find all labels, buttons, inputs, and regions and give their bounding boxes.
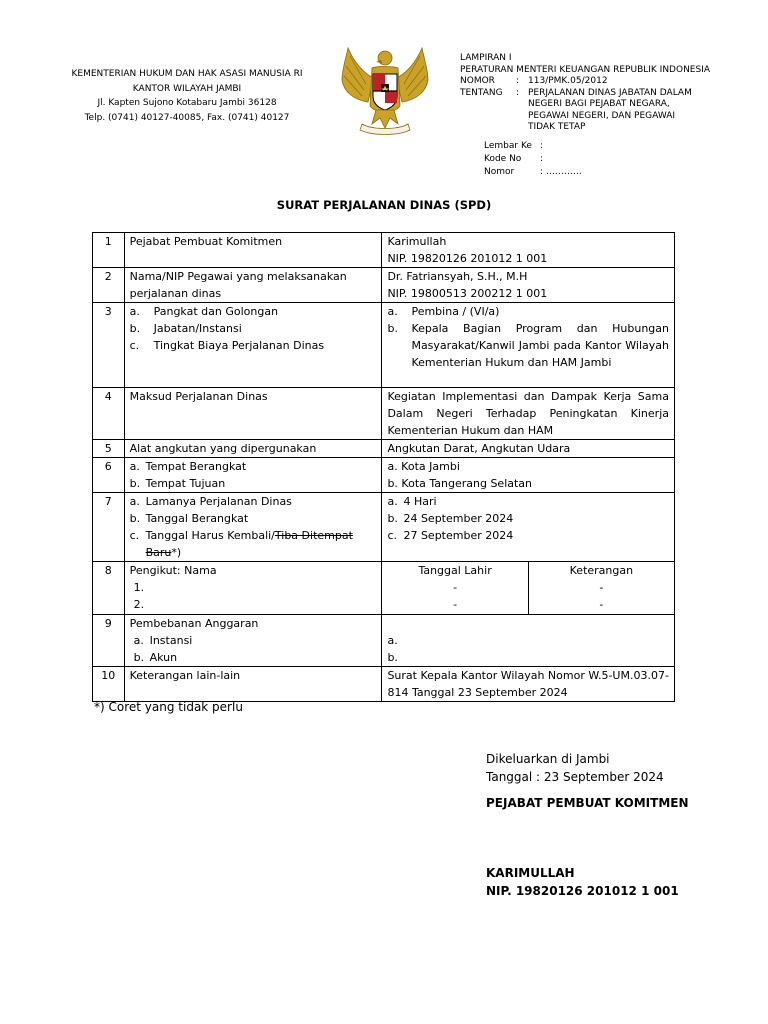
lampiran-nomor-row (460, 76, 710, 88)
item-marker: b. (133, 651, 145, 664)
list-item (130, 527, 377, 561)
follower-1: 1. (133, 581, 145, 594)
followers-subtable (382, 562, 674, 614)
struck-text: Tiba Ditempat (274, 529, 353, 542)
tentang-key: TENTANG (460, 87, 503, 98)
budget-label: Pembebanan Anggaran (129, 617, 259, 630)
signer-nip: NIP. 19820126 201012 1 001 (486, 884, 679, 898)
office-phone: Telp. (0741) 40127-40085, Fax. (0741) 40127 (84, 112, 290, 123)
item-text: Akun (149, 651, 178, 664)
row-value (382, 303, 675, 388)
row-label: Pejabat Pembuat Komitmen (124, 233, 382, 268)
duration-value: 4 Hari (403, 495, 437, 508)
struck-text: Baru (145, 546, 172, 559)
row-label: Alat angkutan yang dipergunakan (124, 440, 382, 458)
birthdate-1: - (453, 581, 458, 594)
return-date-label: Tanggal Harus Kembali/ (145, 529, 275, 542)
row-label (124, 493, 382, 562)
kode-no-colon: : (540, 154, 544, 164)
row-value: Kegiatan Implementasi dan Dampak Kerja Sama Dalam Negeri Terhadap Peningkatan Kinerja Kementerian Hukum dan HAM (382, 388, 675, 440)
row-value (382, 458, 675, 493)
row-label (124, 615, 382, 667)
table-row (93, 233, 675, 268)
list-item (130, 458, 377, 475)
colon: : (516, 87, 520, 98)
row-number: 5 (93, 440, 125, 458)
nomor-key: NOMOR (460, 76, 495, 86)
row-number: 9 (93, 615, 125, 667)
destination-place: b. Kota Tangerang Selatan (387, 477, 533, 490)
birthdate-column (382, 562, 527, 614)
birthdate-header: Tanggal Lahir (418, 564, 492, 577)
birthdate-2: - (453, 598, 458, 611)
list-item (387, 510, 669, 527)
kode-no-label: Kode No (484, 154, 522, 164)
list-item (130, 632, 377, 649)
employee-nip: NIP. 19800513 200212 1 001 (387, 287, 548, 300)
row-value (382, 562, 675, 615)
table-row (93, 440, 675, 458)
item-text: Tempat Tujuan (145, 477, 226, 490)
office-address: Jl. Kapten Sujono Kotabaru Jambi 36128 (97, 98, 277, 108)
item-text: Tempat Berangkat (145, 460, 247, 473)
row-label (124, 562, 382, 615)
item-marker: b. (129, 477, 141, 490)
row-value (382, 268, 675, 303)
lampiran-regulation: PERATURAN MENTERI KEUANGAN REPUBLIK INDONESIA (460, 64, 711, 75)
list-item (130, 337, 377, 354)
remarks-header: Keterangan (569, 564, 634, 577)
item-text: Lamanya Perjalanan Dinas (145, 495, 292, 508)
row-label: Nama/NIP Pegawai yang melaksanakan perjalanan dinas (124, 268, 382, 303)
table-row (93, 458, 675, 493)
ppk-nip: NIP. 19820126 201012 1 001 (387, 252, 548, 265)
item-marker: c. (387, 529, 397, 542)
item-text (146, 527, 377, 561)
row-number: 8 (93, 562, 125, 615)
nomor-value: : ………… (540, 167, 582, 177)
list-item (387, 493, 669, 510)
lembar-ke-label: Lembar Ke (484, 141, 532, 151)
row-number: 6 (93, 458, 125, 493)
colon: : (516, 76, 520, 86)
table-row (93, 303, 675, 388)
table-row (93, 388, 675, 440)
issued-place: Dikeluarkan di Jambi (486, 752, 610, 766)
kode-no-row (484, 153, 582, 166)
item-marker: b. (387, 512, 398, 525)
nomor-label: Nomor (484, 167, 515, 177)
ppk-name: Karimullah (387, 235, 447, 248)
row-label (124, 303, 382, 388)
ministry-name: KEMENTERIAN HUKUM DAN HAK ASASI MANUSIA RI (71, 69, 303, 79)
row-value: Surat Kepala Kantor Wilayah Nomor W.5-UM.03.07-814 Tanggal 23 September 2024 (382, 667, 675, 702)
row-label: Keterangan lain-lain (124, 667, 382, 702)
row-number: 1 (93, 233, 125, 268)
item-marker: a. (129, 460, 140, 473)
lembar-ke-colon: : (540, 141, 544, 151)
item-marker: a. (387, 305, 398, 318)
row-number: 7 (93, 493, 125, 562)
departure-date: 24 September 2024 (403, 512, 514, 525)
followers-label: Pengikut: Nama (129, 564, 217, 577)
row-number: 10 (93, 667, 125, 702)
row-label (124, 458, 382, 493)
list-item (130, 649, 377, 666)
signer-name: KARIMULLAH (486, 866, 575, 880)
lampiran-block (460, 53, 710, 134)
item-marker: c. (129, 529, 140, 542)
item-marker: a. (129, 495, 140, 508)
tentang-value: PERJALANAN DINAS JABATAN DALAM NEGERI BAGI PEJABAT NEGARA, PEGAWAI NEGERI, DAN PEGAWAI TIDAK TETAP (528, 87, 692, 132)
follower-2: 2. (133, 598, 145, 611)
remarks-column (528, 562, 674, 614)
list-item (130, 510, 377, 527)
row-value (382, 233, 675, 268)
nomor-row (484, 166, 582, 179)
remarks-1: - (599, 581, 604, 594)
row-number: 4 (93, 388, 125, 440)
signer-position: PEJABAT PEMBUAT KOMITMEN (486, 796, 689, 810)
row-number: 3 (93, 303, 125, 388)
item-marker: a. (387, 495, 398, 508)
garuda-emblem-icon (336, 44, 434, 138)
item-marker: b. (129, 322, 141, 335)
list-item (387, 303, 669, 320)
akun-value: b. (387, 651, 398, 664)
spacer (387, 615, 669, 632)
item-marker: a. (129, 305, 140, 318)
spd-table (92, 232, 675, 702)
item-marker: b. (387, 322, 398, 335)
lembar-ke-row (484, 140, 582, 153)
list-item (130, 475, 377, 492)
row-value (382, 615, 675, 667)
footnote-mark: *) (171, 546, 182, 559)
list-item (387, 320, 669, 371)
row-value: Angkutan Darat, Angkutan Udara (382, 440, 675, 458)
item-text: Tanggal Berangkat (145, 512, 249, 525)
item-marker: c. (129, 339, 140, 352)
row-number: 2 (93, 268, 125, 303)
row-value (382, 493, 675, 562)
table-row (93, 615, 675, 667)
footnote: *) Coret yang tidak perlu (94, 700, 243, 714)
nomor-value: 113/PMK.05/2012 (528, 76, 608, 86)
remarks-2: - (599, 598, 604, 611)
item-text: Kepala Bagian Program dan Hubungan Masyarakat/Kanwil Jambi pada Kantor Wilayah Kementerian Hukum dan HAM Jambi (411, 322, 669, 369)
list-item (130, 493, 377, 510)
list-item (387, 527, 669, 544)
item-text: Pangkat dan Golongan (153, 305, 279, 318)
employee-name: Dr. Fatriansyah, S.H., M.H (387, 270, 528, 283)
item-marker: a. (133, 634, 144, 647)
item-text: Jabatan/Instansi (153, 322, 242, 335)
office-header (56, 67, 318, 125)
table-row (93, 562, 675, 615)
item-text: Tingkat Biaya Perjalanan Dinas (153, 339, 325, 352)
lampiran-title: LAMPIRAN I (460, 53, 512, 63)
item-marker: b. (129, 512, 141, 525)
item-text: Pembina / (VI/a) (411, 305, 500, 318)
table-row (93, 268, 675, 303)
document-title: SURAT PERJALANAN DINAS (SPD) (276, 198, 492, 212)
lampiran-tentang-row (460, 88, 710, 134)
departure-place: a. Kota Jambi (387, 460, 460, 473)
row-label: Maksud Perjalanan Dinas (124, 388, 382, 440)
return-date: 27 September 2024 (403, 529, 514, 542)
table-row (93, 667, 675, 702)
item-text: Instansi (149, 634, 193, 647)
instansi-value: a. (387, 634, 398, 647)
lembar-block (484, 140, 582, 179)
table-row (93, 493, 675, 562)
issued-date: Tanggal : 23 September 2024 (486, 770, 664, 784)
list-item (130, 320, 377, 337)
list-item (130, 303, 377, 320)
office-name: KANTOR WILAYAH JAMBI (132, 83, 242, 94)
